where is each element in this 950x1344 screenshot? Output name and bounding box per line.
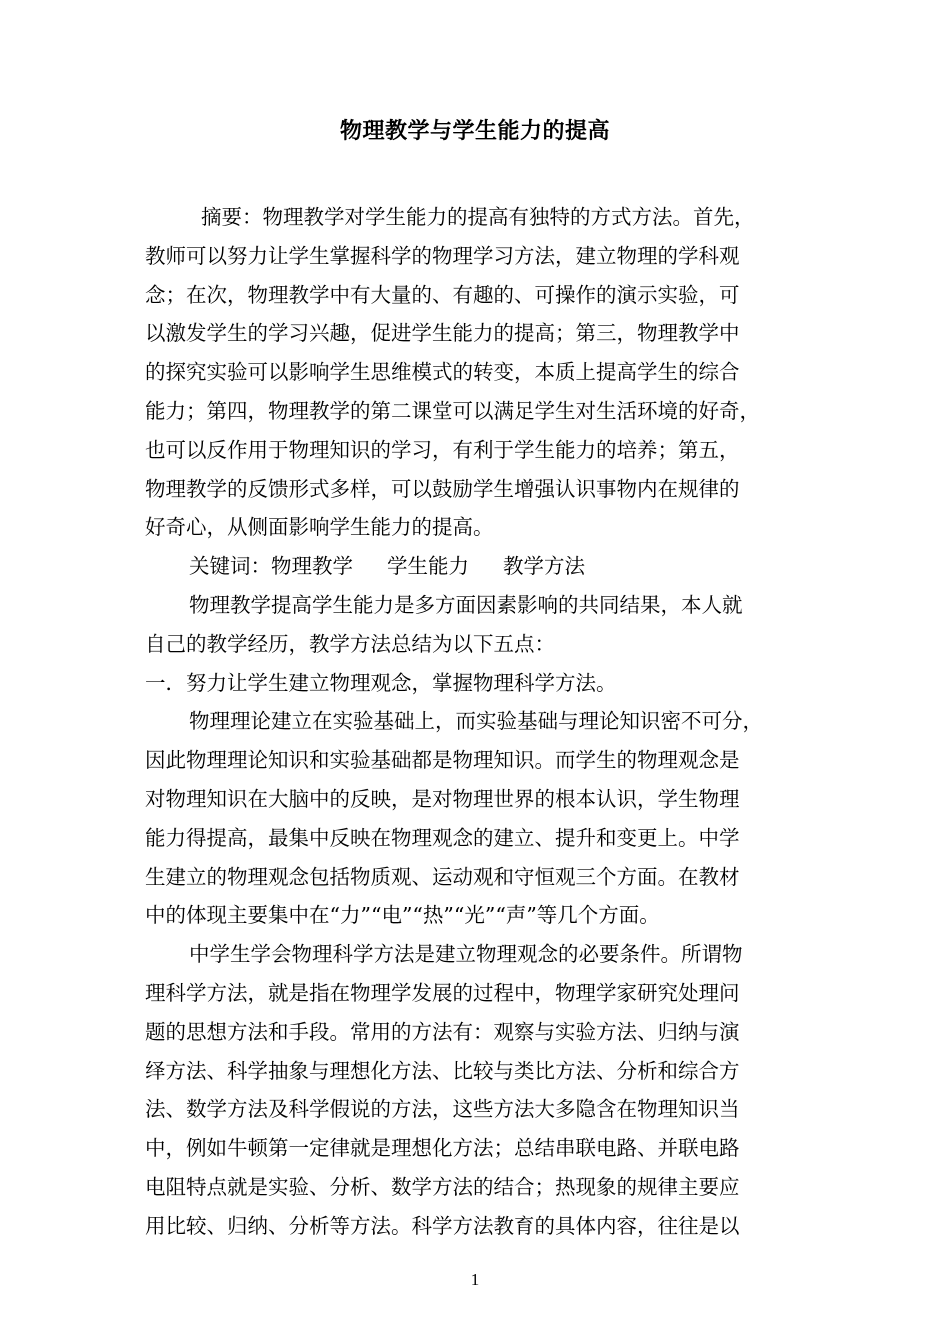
- paragraph-line: 生建立的物理观念包括物质观、运动观和守恒观三个方面。在教材: [145, 864, 740, 889]
- abstract-line: 好奇心，从侧面影响学生能力的提高。: [145, 515, 494, 540]
- abstract-line: 教师可以努力让学生掌握科学的物理学习方法，建立物理的学科观: [145, 243, 740, 268]
- abstract-line: 的探究实验可以影响学生思维模式的转变，本质上提高学生的综合: [145, 360, 740, 385]
- paragraph-line: 中的体现主要集中在“力”“电”“热”“光”“声”等几个方面。: [145, 903, 660, 928]
- intro-paragraph: [145, 586, 825, 664]
- section-heading: 一．努力让学生建立物理观念，掌握物理科学方法。: [145, 670, 617, 695]
- document-body: [145, 198, 825, 1246]
- abstract-line: 念；在次，物理教学中有大量的、有趣的、可操作的演示实验，可: [145, 282, 740, 307]
- keyword-item: 物理教学: [271, 554, 353, 579]
- paragraph-line: 中学生学会物理科学方法是建立物理观念的必要条件。所谓物: [189, 942, 743, 967]
- abstract-line: 物理教学的反馈形式多样，可以鼓励学生增强认识事物内在规律的: [145, 476, 740, 501]
- paragraph-line: 用比较、归纳、分析等方法。科学方法教育的具体内容，往往是以: [145, 1213, 740, 1238]
- document-title: 物理教学与学生能力的提高: [339, 119, 610, 144]
- keyword-item: 教学方法: [503, 554, 585, 579]
- paragraph-line: 对物理知识在大脑中的反映，是对物理世界的根本认识，学生物理: [145, 786, 740, 811]
- abstract-paragraph: [145, 198, 825, 547]
- keywords-label: 关键词：: [189, 554, 271, 579]
- page-number: 1: [470, 1270, 480, 1289]
- paragraph-1: [145, 702, 825, 935]
- intro-line: 物理教学提高学生能力是多方面因素影响的共同结果，本人就: [189, 592, 743, 617]
- paragraph-2: [145, 935, 825, 1245]
- abstract-line: 能力；第四，物理教学的第二课堂可以满足学生对生活环境的好奇，: [145, 398, 760, 423]
- paragraph-line: 题的思想方法和手段。常用的方法有：观察与实验方法、归纳与演: [145, 1019, 740, 1044]
- paragraph-line: 绎方法、科学抽象与理想化方法、比较与类比方法、分析和综合方: [145, 1058, 740, 1083]
- keyword-item: 学生能力: [387, 554, 469, 579]
- abstract-line: 也可以反作用于物理知识的学习，有利于学生能力的培养；第五，: [145, 437, 740, 462]
- abstract-line: 以激发学生的学习兴趣，促进学生能力的提高；第三，物理教学中: [145, 321, 740, 346]
- paragraph-line: 法、数学方法及科学假说的方法，这些方法大多隐含在物理知识当: [145, 1097, 740, 1122]
- paragraph-line: 能力得提高，最集中反映在物理观念的建立、提升和变更上。中学: [145, 825, 740, 850]
- paragraph-line: 因此物理理论知识和实验基础都是物理知识。而学生的物理观念是: [145, 748, 740, 773]
- paragraph-line: 中，例如牛顿第一定律就是理想化方法；总结串联电路、并联电路: [145, 1136, 740, 1161]
- paragraph-line: 物理理论建立在实验基础上，而实验基础与理论知识密不可分，: [189, 709, 763, 734]
- intro-line: 自己的教学经历，教学方法总结为以下五点：: [145, 631, 555, 656]
- abstract-line: 摘要：物理教学对学生能力的提高有独特的方式方法。首先，: [201, 205, 755, 229]
- paragraph-line: 理科学方法，就是指在物理学发展的过程中，物理学家研究处理问: [145, 980, 740, 1005]
- paragraph-line: 电阻特点就是实验、分析、数学方法的结合；热现象的规律主要应: [145, 1174, 740, 1199]
- keywords-line: [145, 547, 825, 586]
